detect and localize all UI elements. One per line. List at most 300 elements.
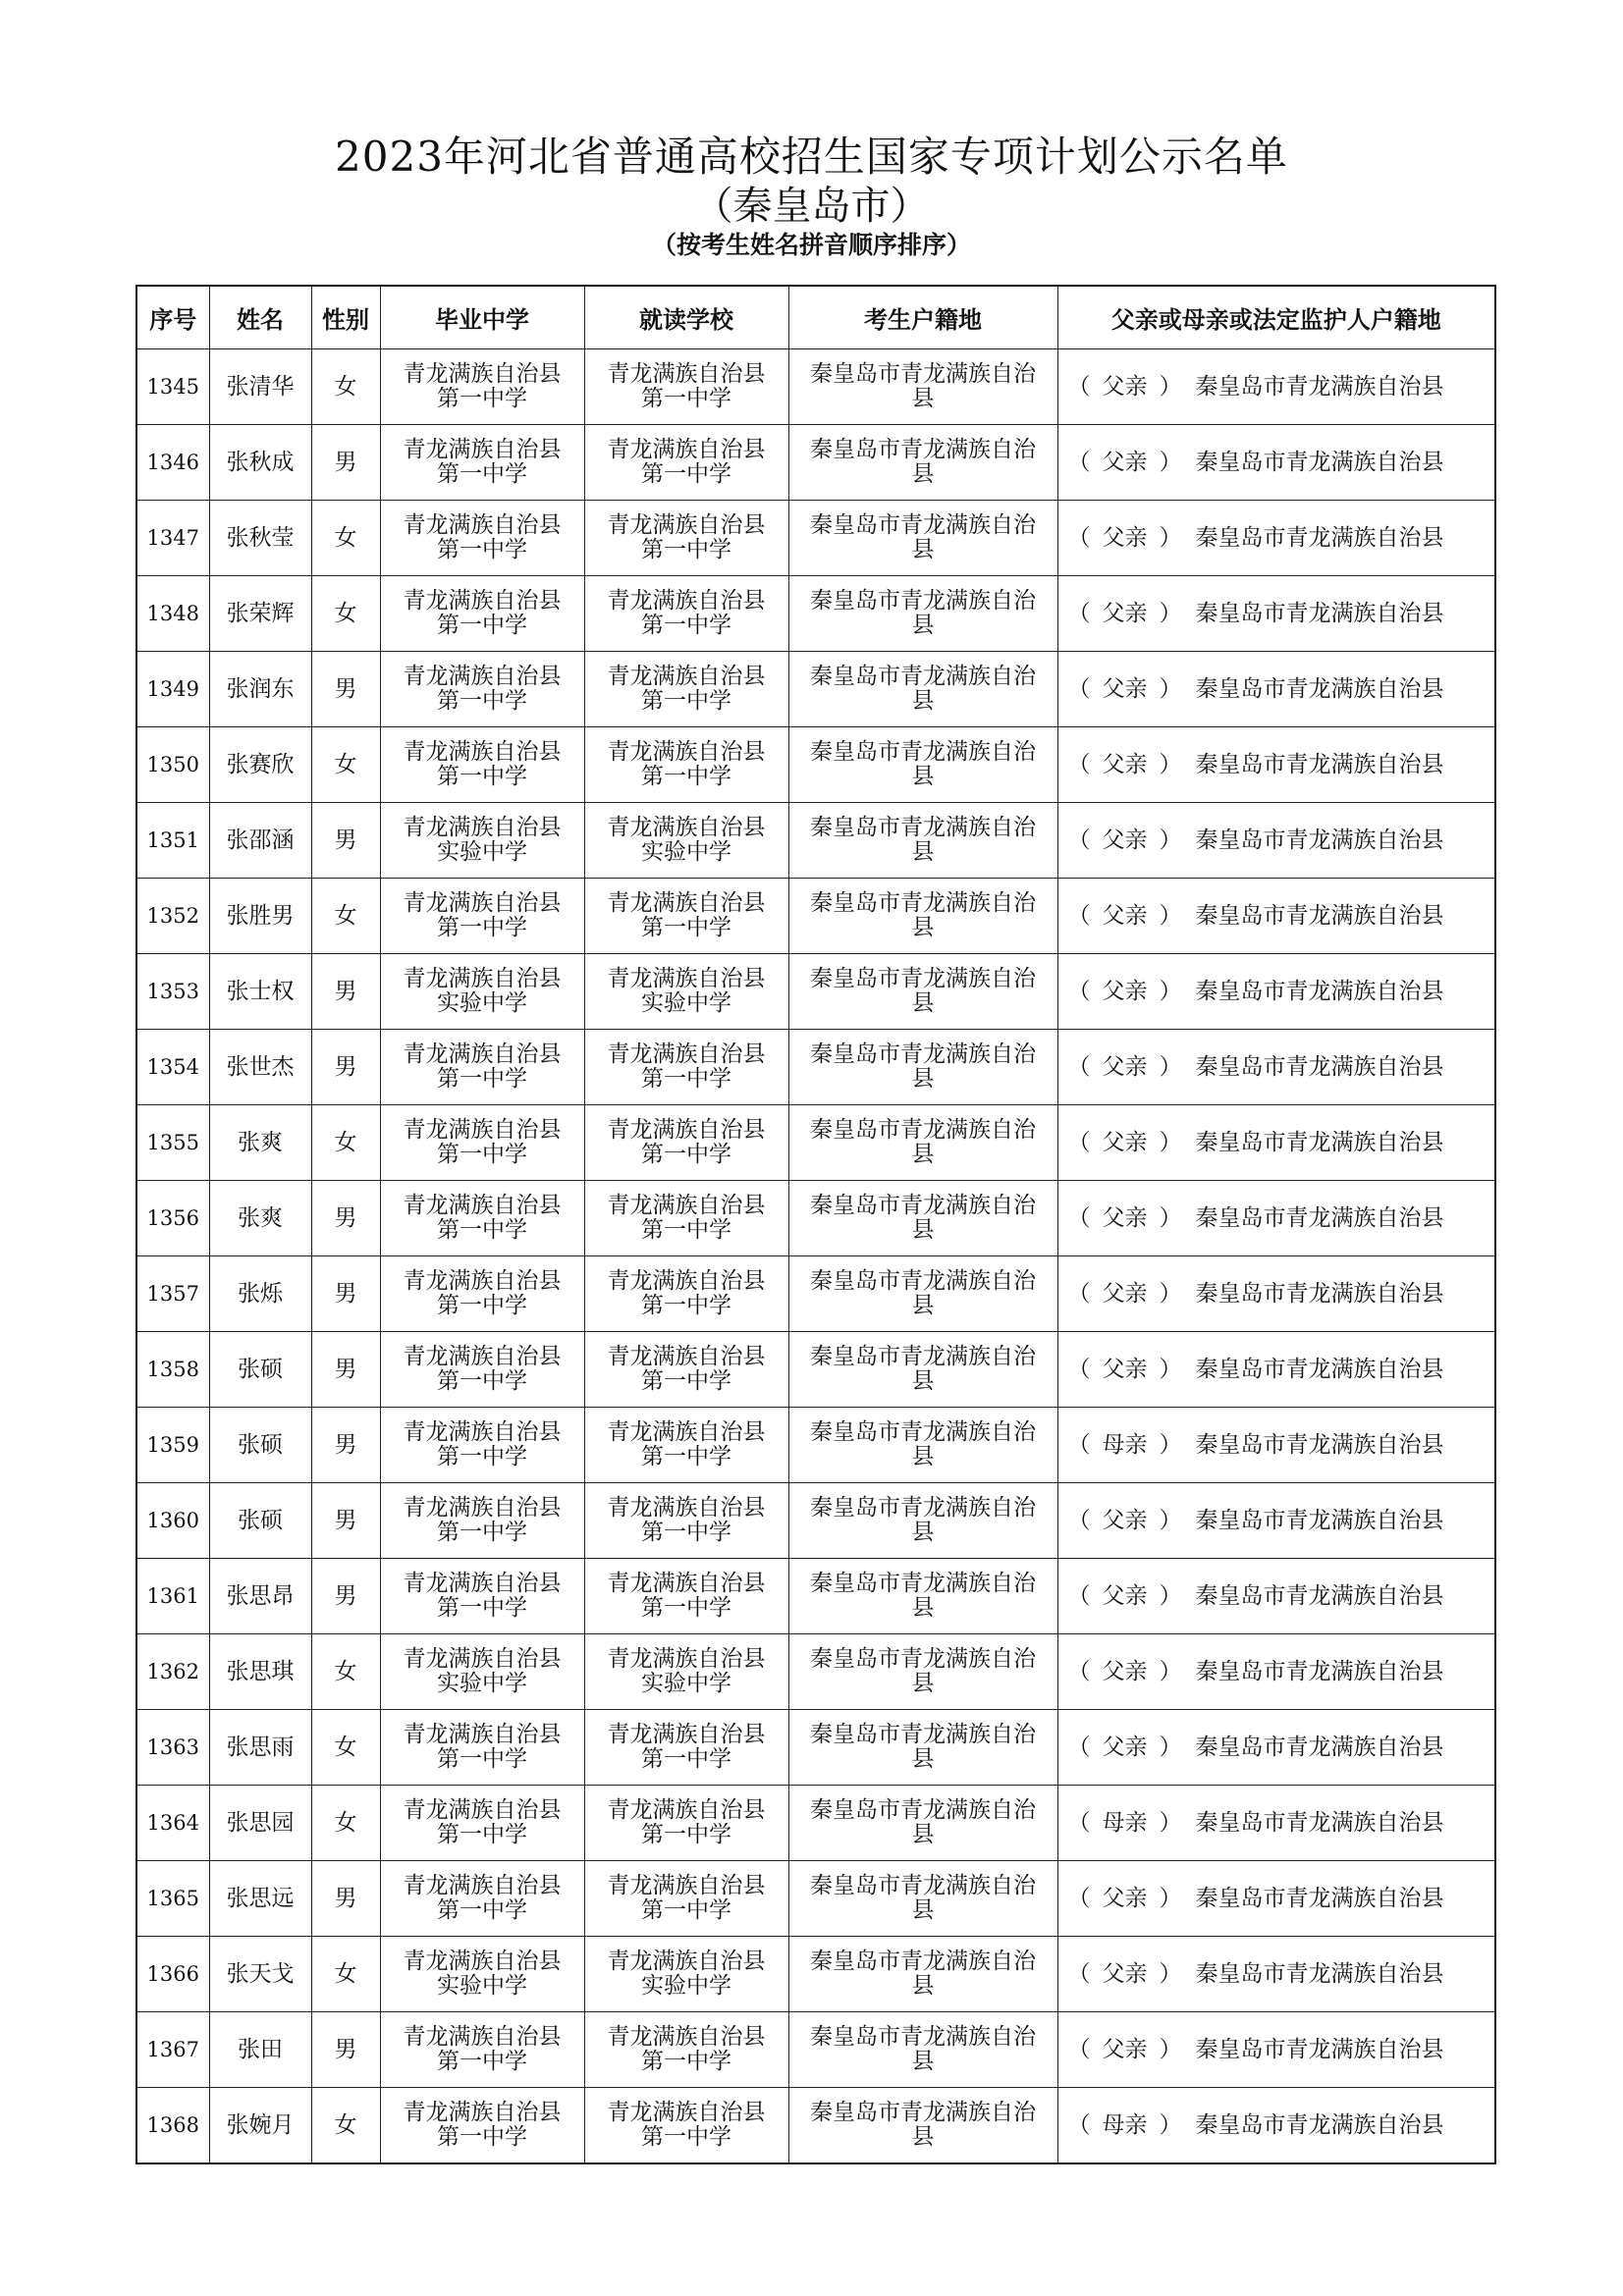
guardian-paren-close: ） <box>1159 1507 1182 1533</box>
table-row <box>136 1559 1495 1634</box>
guardian-paren-open: （ <box>1067 1734 1091 1760</box>
grad-school-line-1: 青龙满族自治县 <box>403 1646 562 1672</box>
cell-household <box>788 1408 1057 1483</box>
guardian-paren-close: ） <box>1159 1658 1182 1684</box>
grad-school-line-1: 青龙满族自治县 <box>403 437 562 462</box>
grad-school-line-2: 第一中学 <box>437 1293 527 1318</box>
grad-school-line-1: 青龙满族自治县 <box>403 512 562 538</box>
grad-school-line-1: 青龙满族自治县 <box>403 1193 562 1218</box>
household-line-1: 秦皇岛市青龙满族自治 <box>810 1419 1036 1445</box>
current-school-line-2: 第一中学 <box>641 1822 731 1847</box>
cell-guardian-household <box>1057 1256 1495 1332</box>
guardian-paren-close: ） <box>1159 1582 1182 1609</box>
guardian-paren-open: （ <box>1067 1431 1091 1458</box>
cell-current-school <box>584 501 788 576</box>
cell-gender: 男 <box>311 1408 380 1483</box>
cell-current-school <box>584 349 788 425</box>
cell-name: 张思远 <box>209 1861 311 1937</box>
cell-name: 张润东 <box>209 652 311 727</box>
roster-table <box>135 285 1496 2164</box>
cell-gender: 男 <box>311 954 380 1030</box>
current-school-line-1: 青龙满族自治县 <box>607 1722 766 1747</box>
household-line-2: 县 <box>911 1142 935 1167</box>
grad-school-line-1: 青龙满族自治县 <box>403 966 562 991</box>
cell-name: 张思园 <box>209 1786 311 1861</box>
current-school-line-2: 第一中学 <box>641 915 731 940</box>
grad-school-line-1: 青龙满族自治县 <box>403 2100 562 2125</box>
household-line-1: 秦皇岛市青龙满族自治 <box>810 1193 1036 1218</box>
cell-guardian-household <box>1057 501 1495 576</box>
cell-name: 张硕 <box>209 1483 311 1559</box>
guardian-paren-open: （ <box>1067 600 1091 626</box>
grad-school-line-1: 青龙满族自治县 <box>403 1419 562 1445</box>
cell-current-school <box>584 1332 788 1408</box>
cell-guardian-household <box>1057 1181 1495 1256</box>
header-grad-school: 毕业中学 <box>380 286 584 349</box>
grad-school-line-2: 第一中学 <box>437 1368 527 1394</box>
guardian-place: 秦皇岛市青龙满族自治县 <box>1195 1960 1444 1987</box>
cell-current-school <box>584 652 788 727</box>
cell-household <box>788 1786 1057 1861</box>
cell-seq: 1367 <box>136 2012 209 2088</box>
current-school-line-2: 第一中学 <box>641 1595 731 1621</box>
cell-current-school <box>584 1937 788 2012</box>
current-school-line-2: 第一中学 <box>641 1217 731 1243</box>
grad-school-line-1: 青龙满族自治县 <box>403 588 562 614</box>
cell-name: 张田 <box>209 2012 311 2088</box>
cell-grad-school <box>380 1937 584 2012</box>
cell-guardian-household <box>1057 2012 1495 2088</box>
current-school-line-1: 青龙满族自治县 <box>607 1419 766 1445</box>
cell-grad-school <box>380 1861 584 1937</box>
cell-seq: 1355 <box>136 1105 209 1181</box>
cell-gender: 女 <box>311 727 380 803</box>
cell-name: 张邵涵 <box>209 803 311 879</box>
guardian-paren-open: （ <box>1067 978 1091 1004</box>
grad-school-line-2: 实验中学 <box>437 1671 527 1696</box>
cell-current-school <box>584 2012 788 2088</box>
header-current-school: 就读学校 <box>584 286 788 349</box>
guardian-paren-close: ） <box>1159 978 1182 1004</box>
current-school-line-1: 青龙满族自治县 <box>607 512 766 538</box>
household-line-1: 秦皇岛市青龙满族自治 <box>810 739 1036 765</box>
guardian-paren-open: （ <box>1067 1507 1091 1533</box>
guardian-place: 秦皇岛市青龙满族自治县 <box>1195 1431 1444 1458</box>
guardian-relation: 父亲 <box>1102 1582 1148 1609</box>
guardian-paren-close: ） <box>1159 827 1182 853</box>
guardian-place: 秦皇岛市青龙满族自治县 <box>1195 1658 1444 1684</box>
cell-grad-school <box>380 879 584 954</box>
household-line-2: 县 <box>911 1444 935 1469</box>
current-school-line-2: 第一中学 <box>641 1897 731 1923</box>
guardian-place: 秦皇岛市青龙满族自治县 <box>1195 827 1444 853</box>
guardian-place: 秦皇岛市青龙满族自治县 <box>1195 1356 1444 1382</box>
cell-grad-school <box>380 1408 584 1483</box>
cell-current-school <box>584 1786 788 1861</box>
cell-household <box>788 1030 1057 1105</box>
household-line-2: 县 <box>911 688 935 714</box>
guardian-paren-open: （ <box>1067 1809 1091 1836</box>
cell-household <box>788 576 1057 652</box>
household-line-1: 秦皇岛市青龙满族自治 <box>810 1495 1036 1521</box>
guardian-paren-open: （ <box>1067 449 1091 475</box>
cell-grad-school <box>380 954 584 1030</box>
cell-name: 张世杰 <box>209 1030 311 1105</box>
guardian-relation: 父亲 <box>1102 1053 1148 1080</box>
guardian-paren-open: （ <box>1067 1885 1091 1911</box>
table-header-row <box>136 286 1495 349</box>
cell-gender: 男 <box>311 425 380 501</box>
guardian-paren-close: ） <box>1159 1960 1182 1987</box>
guardian-relation: 父亲 <box>1102 1734 1148 1760</box>
cell-name: 张天戈 <box>209 1937 311 2012</box>
guardian-paren-close: ） <box>1159 2111 1182 2138</box>
cell-current-school <box>584 576 788 652</box>
household-line-1: 秦皇岛市青龙满族自治 <box>810 361 1036 387</box>
cell-current-school <box>584 1181 788 1256</box>
grad-school-line-2: 第一中学 <box>437 1444 527 1469</box>
cell-name: 张思雨 <box>209 1710 311 1786</box>
household-line-2: 县 <box>911 1520 935 1545</box>
household-line-2: 县 <box>911 1897 935 1923</box>
household-line-1: 秦皇岛市青龙满族自治 <box>810 512 1036 538</box>
table-row <box>136 1181 1495 1256</box>
current-school-line-1: 青龙满族自治县 <box>607 890 766 916</box>
current-school-line-2: 第一中学 <box>641 688 731 714</box>
guardian-paren-open: （ <box>1067 2036 1091 2062</box>
header-name: 姓名 <box>209 286 311 349</box>
household-line-2: 县 <box>911 839 935 865</box>
cell-gender: 男 <box>311 803 380 879</box>
current-school-line-2: 第一中学 <box>641 613 731 638</box>
household-line-1: 秦皇岛市青龙满族自治 <box>810 2100 1036 2125</box>
cell-household <box>788 425 1057 501</box>
page-title: 2023年河北省普通高校招生国家专项计划公示名单 <box>335 133 1288 181</box>
guardian-relation: 父亲 <box>1102 1356 1148 1382</box>
grad-school-line-2: 第一中学 <box>437 1897 527 1923</box>
grad-school-line-1: 青龙满族自治县 <box>403 1873 562 1898</box>
cell-current-school <box>584 1483 788 1559</box>
cell-name: 张赛欣 <box>209 727 311 803</box>
cell-seq: 1345 <box>136 349 209 425</box>
household-line-2: 县 <box>911 1368 935 1394</box>
guardian-paren-close: ） <box>1159 600 1182 626</box>
grad-school-line-2: 实验中学 <box>437 990 527 1016</box>
cell-guardian-household <box>1057 1483 1495 1559</box>
guardian-relation: 父亲 <box>1102 600 1148 626</box>
cell-grad-school <box>380 1105 584 1181</box>
cell-guardian-household <box>1057 1861 1495 1937</box>
cell-seq: 1358 <box>136 1332 209 1408</box>
guardian-place: 秦皇岛市青龙满族自治县 <box>1195 524 1444 551</box>
cell-household <box>788 1937 1057 2012</box>
guardian-paren-close: ） <box>1159 1053 1182 1080</box>
guardian-paren-close: ） <box>1159 902 1182 929</box>
guardian-paren-close: ） <box>1159 1734 1182 1760</box>
cell-gender: 男 <box>311 2012 380 2088</box>
cell-current-school <box>584 425 788 501</box>
table-row <box>136 652 1495 727</box>
grad-school-line-1: 青龙满族自治县 <box>403 1797 562 1823</box>
current-school-line-1: 青龙满族自治县 <box>607 1117 766 1143</box>
guardian-paren-close: ） <box>1159 449 1182 475</box>
household-line-2: 县 <box>911 1066 935 1092</box>
grad-school-line-2: 第一中学 <box>437 688 527 714</box>
household-line-2: 县 <box>911 2124 935 2150</box>
grad-school-line-1: 青龙满族自治县 <box>403 1041 562 1067</box>
table-row <box>136 803 1495 879</box>
current-school-line-2: 第一中学 <box>641 2049 731 2074</box>
guardian-paren-close: ） <box>1159 1431 1182 1458</box>
cell-grad-school <box>380 1634 584 1710</box>
cell-gender: 女 <box>311 1937 380 2012</box>
household-line-1: 秦皇岛市青龙满族自治 <box>810 815 1036 840</box>
cell-name: 张秋成 <box>209 425 311 501</box>
guardian-paren-close: ） <box>1159 1809 1182 1836</box>
cell-household <box>788 1483 1057 1559</box>
cell-current-school <box>584 1256 788 1332</box>
guardian-relation: 父亲 <box>1102 1960 1148 1987</box>
guardian-relation: 父亲 <box>1102 902 1148 929</box>
cell-seq: 1353 <box>136 954 209 1030</box>
grad-school-line-2: 第一中学 <box>437 1142 527 1167</box>
guardian-paren-open: （ <box>1067 827 1091 853</box>
household-line-2: 县 <box>911 1973 935 1999</box>
cell-name: 张荣辉 <box>209 576 311 652</box>
guardian-place: 秦皇岛市青龙满族自治县 <box>1195 1885 1444 1911</box>
cell-seq: 1356 <box>136 1181 209 1256</box>
guardian-paren-close: ） <box>1159 373 1182 400</box>
household-line-2: 县 <box>911 915 935 940</box>
current-school-line-2: 第一中学 <box>641 461 731 487</box>
cell-current-school <box>584 1105 788 1181</box>
guardian-paren-open: （ <box>1067 1960 1091 1987</box>
guardian-place: 秦皇岛市青龙满族自治县 <box>1195 1809 1444 1836</box>
guardian-paren-open: （ <box>1067 1356 1091 1382</box>
cell-grad-school <box>380 1181 584 1256</box>
guardian-paren-open: （ <box>1067 1129 1091 1155</box>
cell-gender: 女 <box>311 1105 380 1181</box>
table-row <box>136 1710 1495 1786</box>
grad-school-line-1: 青龙满族自治县 <box>403 1571 562 1596</box>
cell-guardian-household <box>1057 349 1495 425</box>
household-line-1: 秦皇岛市青龙满族自治 <box>810 1041 1036 1067</box>
table-row <box>136 1256 1495 1332</box>
cell-guardian-household <box>1057 1634 1495 1710</box>
cell-guardian-household <box>1057 1105 1495 1181</box>
household-line-2: 县 <box>911 2049 935 2074</box>
guardian-relation: 母亲 <box>1102 2111 1148 2138</box>
household-line-2: 县 <box>911 537 935 562</box>
guardian-relation: 父亲 <box>1102 1280 1148 1307</box>
cell-household <box>788 1634 1057 1710</box>
guardian-paren-open: （ <box>1067 902 1091 929</box>
cell-household <box>788 1710 1057 1786</box>
current-school-line-1: 青龙满族自治县 <box>607 1571 766 1596</box>
cell-household <box>788 501 1057 576</box>
guardian-paren-close: ） <box>1159 1204 1182 1231</box>
cell-name: 张爽 <box>209 1181 311 1256</box>
grad-school-line-2: 第一中学 <box>437 1595 527 1621</box>
cell-guardian-household <box>1057 803 1495 879</box>
cell-gender: 男 <box>311 1332 380 1408</box>
guardian-relation: 父亲 <box>1102 1885 1148 1911</box>
table-row <box>136 1408 1495 1483</box>
cell-grad-school <box>380 349 584 425</box>
household-line-1: 秦皇岛市青龙满族自治 <box>810 1797 1036 1823</box>
cell-gender: 女 <box>311 879 380 954</box>
grad-school-line-1: 青龙满族自治县 <box>403 815 562 840</box>
cell-guardian-household <box>1057 576 1495 652</box>
cell-current-school <box>584 803 788 879</box>
cell-seq: 1357 <box>136 1256 209 1332</box>
cell-seq: 1348 <box>136 576 209 652</box>
cell-seq: 1368 <box>136 2088 209 2164</box>
household-line-1: 秦皇岛市青龙满族自治 <box>810 1949 1036 1974</box>
guardian-place: 秦皇岛市青龙满族自治县 <box>1195 1053 1444 1080</box>
cell-seq: 1349 <box>136 652 209 727</box>
table-body <box>136 349 1495 2164</box>
table-row <box>136 1030 1495 1105</box>
guardian-relation: 父亲 <box>1102 978 1148 1004</box>
table-row <box>136 501 1495 576</box>
current-school-line-1: 青龙满族自治县 <box>607 437 766 462</box>
cell-seq: 1354 <box>136 1030 209 1105</box>
cell-grad-school <box>380 1332 584 1408</box>
cell-guardian-household <box>1057 1559 1495 1634</box>
current-school-line-2: 第一中学 <box>641 537 731 562</box>
cell-gender: 女 <box>311 501 380 576</box>
household-line-2: 县 <box>911 1595 935 1621</box>
cell-gender: 女 <box>311 1634 380 1710</box>
cell-guardian-household <box>1057 1332 1495 1408</box>
header-seq: 序号 <box>136 286 209 349</box>
guardian-place: 秦皇岛市青龙满族自治县 <box>1195 978 1444 1004</box>
cell-grad-school <box>380 727 584 803</box>
guardian-place: 秦皇岛市青龙满族自治县 <box>1195 1507 1444 1533</box>
cell-name: 张秋莹 <box>209 501 311 576</box>
table-row <box>136 1786 1495 1861</box>
guardian-relation: 父亲 <box>1102 827 1148 853</box>
current-school-line-1: 青龙满族自治县 <box>607 1344 766 1369</box>
cell-gender: 女 <box>311 1710 380 1786</box>
cell-grad-school <box>380 1030 584 1105</box>
current-school-line-1: 青龙满族自治县 <box>607 1873 766 1898</box>
cell-grad-school <box>380 803 584 879</box>
grad-school-line-1: 青龙满族自治县 <box>403 664 562 689</box>
table-row <box>136 1105 1495 1181</box>
header-guardian-household: 父亲或母亲或法定监护人户籍地 <box>1057 286 1495 349</box>
current-school-line-1: 青龙满族自治县 <box>607 361 766 387</box>
grad-school-line-2: 实验中学 <box>437 839 527 865</box>
grad-school-line-2: 第一中学 <box>437 1520 527 1545</box>
current-school-line-1: 青龙满族自治县 <box>607 1949 766 1974</box>
guardian-place: 秦皇岛市青龙满族自治县 <box>1195 373 1444 400</box>
cell-seq: 1360 <box>136 1483 209 1559</box>
current-school-line-2: 第一中学 <box>641 1368 731 1394</box>
current-school-line-1: 青龙满族自治县 <box>607 2100 766 2125</box>
current-school-line-2: 实验中学 <box>641 839 731 865</box>
household-line-2: 县 <box>911 386 935 411</box>
cell-seq: 1352 <box>136 879 209 954</box>
household-line-2: 县 <box>911 1217 935 1243</box>
current-school-line-1: 青龙满族自治县 <box>607 664 766 689</box>
cell-current-school <box>584 1710 788 1786</box>
cell-gender: 女 <box>311 1786 380 1861</box>
cell-household <box>788 2088 1057 2164</box>
grad-school-line-1: 青龙满族自治县 <box>403 1495 562 1521</box>
household-line-1: 秦皇岛市青龙满族自治 <box>810 1117 1036 1143</box>
cell-current-school <box>584 1861 788 1937</box>
current-school-line-1: 青龙满族自治县 <box>607 1041 766 1067</box>
grad-school-line-2: 第一中学 <box>437 915 527 940</box>
cell-grad-school <box>380 1710 584 1786</box>
household-line-1: 秦皇岛市青龙满族自治 <box>810 437 1036 462</box>
cell-household <box>788 954 1057 1030</box>
guardian-place: 秦皇岛市青龙满族自治县 <box>1195 1204 1444 1231</box>
current-school-line-1: 青龙满族自治县 <box>607 966 766 991</box>
grad-school-line-1: 青龙满族自治县 <box>403 361 562 387</box>
guardian-relation: 父亲 <box>1102 1658 1148 1684</box>
cell-guardian-household <box>1057 425 1495 501</box>
cell-seq: 1363 <box>136 1710 209 1786</box>
cell-household <box>788 2012 1057 2088</box>
grad-school-line-2: 第一中学 <box>437 764 527 789</box>
cell-name: 张硕 <box>209 1408 311 1483</box>
grad-school-line-2: 第一中学 <box>437 386 527 411</box>
current-school-line-1: 青龙满族自治县 <box>607 1646 766 1672</box>
current-school-line-1: 青龙满族自治县 <box>607 815 766 840</box>
grad-school-line-2: 实验中学 <box>437 1973 527 1999</box>
cell-household <box>788 652 1057 727</box>
household-line-1: 秦皇岛市青龙满族自治 <box>810 664 1036 689</box>
guardian-paren-close: ） <box>1159 1129 1182 1155</box>
guardian-relation: 父亲 <box>1102 449 1148 475</box>
grad-school-line-2: 第一中学 <box>437 537 527 562</box>
table-row <box>136 879 1495 954</box>
cell-grad-school <box>380 2012 584 2088</box>
household-line-1: 秦皇岛市青龙满族自治 <box>810 1571 1036 1596</box>
header-household: 考生户籍地 <box>788 286 1057 349</box>
cell-guardian-household <box>1057 1710 1495 1786</box>
table-row <box>136 425 1495 501</box>
grad-school-line-1: 青龙满族自治县 <box>403 1722 562 1747</box>
cell-grad-school <box>380 501 584 576</box>
cell-current-school <box>584 1559 788 1634</box>
guardian-place: 秦皇岛市青龙满族自治县 <box>1195 2111 1444 2138</box>
current-school-line-1: 青龙满族自治县 <box>607 1797 766 1823</box>
cell-current-school <box>584 727 788 803</box>
cell-grad-school <box>380 576 584 652</box>
cell-gender: 男 <box>311 1256 380 1332</box>
cell-gender: 男 <box>311 1181 380 1256</box>
household-line-2: 县 <box>911 1293 935 1318</box>
household-line-1: 秦皇岛市青龙满族自治 <box>810 588 1036 614</box>
household-line-2: 县 <box>911 461 935 487</box>
guardian-place: 秦皇岛市青龙满族自治县 <box>1195 1582 1444 1609</box>
guardian-place: 秦皇岛市青龙满族自治县 <box>1195 600 1444 626</box>
guardian-paren-open: （ <box>1067 675 1091 702</box>
guardian-paren-close: ） <box>1159 1885 1182 1911</box>
household-line-2: 县 <box>911 764 935 789</box>
guardian-paren-close: ） <box>1159 1280 1182 1307</box>
cell-grad-school <box>380 1786 584 1861</box>
grad-school-line-1: 青龙满族自治县 <box>403 739 562 765</box>
cell-current-school <box>584 1030 788 1105</box>
cell-household <box>788 349 1057 425</box>
cell-seq: 1361 <box>136 1559 209 1634</box>
cell-name: 张烁 <box>209 1256 311 1332</box>
